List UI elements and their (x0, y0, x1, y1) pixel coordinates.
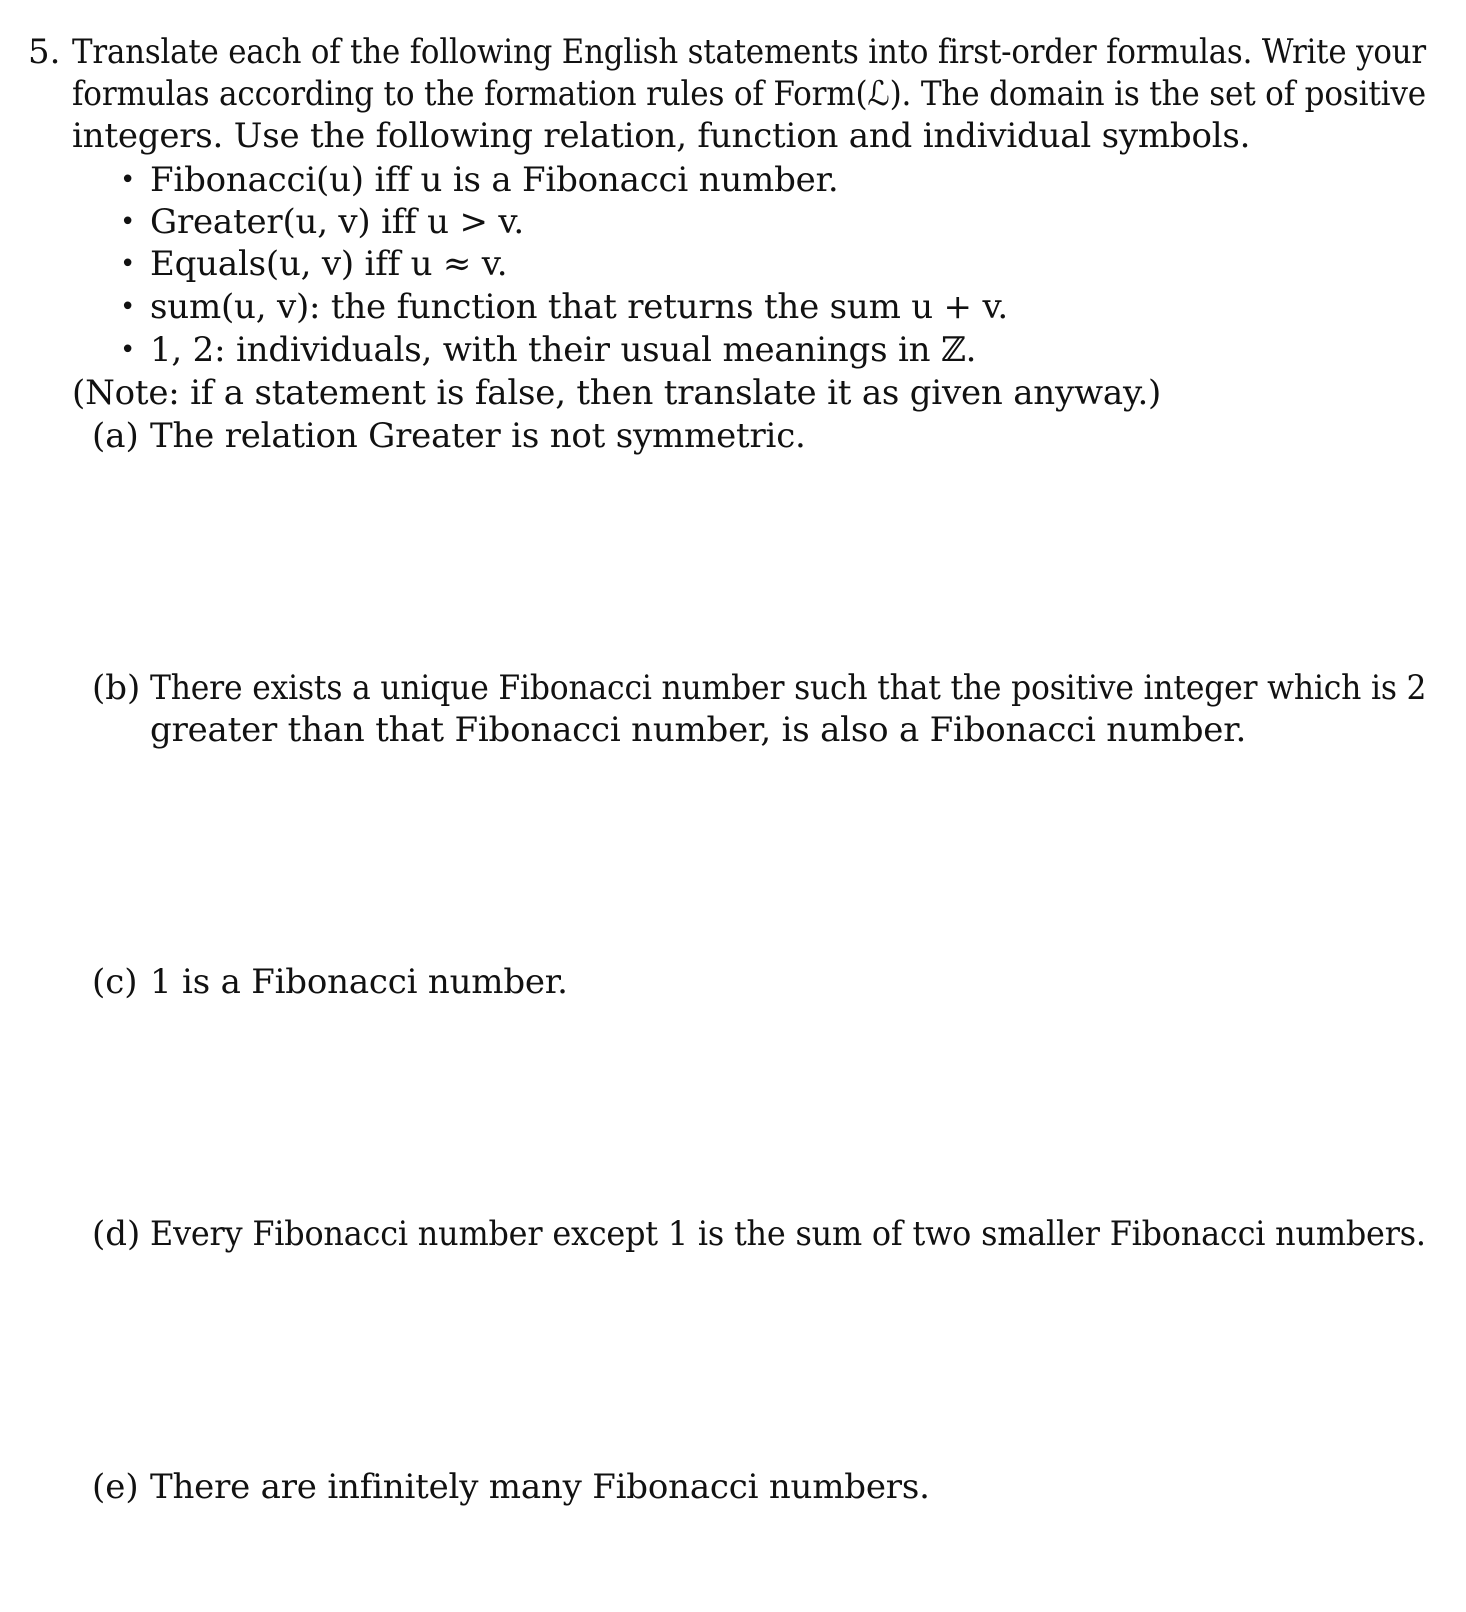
part-e-text: There are infinitely many Fibonacci numbers. (150, 1467, 930, 1507)
part-b-label: (b) (92, 668, 141, 708)
symbol-greater: Greater(u, v) iff u > v. (150, 202, 524, 242)
part-a-text: The relation Greater is not symmetric. (150, 416, 806, 456)
intro-line-1: Translate each of the following English statements into first-order formulas. Write your (72, 32, 1426, 72)
symbol-equals: Equals(u, v) iff u ≈ v. (150, 244, 508, 284)
bullet-icon: • (120, 335, 136, 365)
part-a-label: (a) (92, 416, 139, 456)
bullet-icon: • (120, 207, 136, 237)
part-d-text: Every Fibonacci number except 1 is the sum of two smaller Fibonacci numbers. (150, 1214, 1426, 1254)
bullet-icon: • (120, 249, 136, 279)
symbol-individuals: 1, 2: individuals, with their usual meanings in ℤ. (150, 330, 977, 370)
part-e-label: (e) (92, 1467, 139, 1507)
note-text: (Note: if a statement is false, then translate it as given anyway.) (72, 373, 1162, 413)
symbol-fibonacci: Fibonacci(u) iff u is a Fibonacci number. (150, 160, 839, 200)
symbol-sum: sum(u, v): the function that returns the sum u + v. (150, 287, 1009, 327)
part-c-label: (c) (92, 962, 138, 1002)
bullet-icon: • (120, 165, 136, 195)
question-number: 5. (28, 32, 61, 72)
part-b-text-line-1: There exists a unique Fibonacci number such that the positive integer which is 2 (150, 668, 1427, 708)
bullet-icon: • (120, 292, 136, 322)
part-c-text: 1 is a Fibonacci number. (150, 962, 568, 1002)
intro-line-3: integers. Use the following relation, function and individual symbols. (72, 116, 1251, 156)
part-d-label: (d) (92, 1214, 141, 1254)
intro-line-2: formulas according to the formation rules of Form(ℒ). The domain is the set of positive (72, 74, 1426, 114)
part-b-text-line-2: greater than that Fibonacci number, is also a Fibonacci number. (150, 710, 1247, 750)
